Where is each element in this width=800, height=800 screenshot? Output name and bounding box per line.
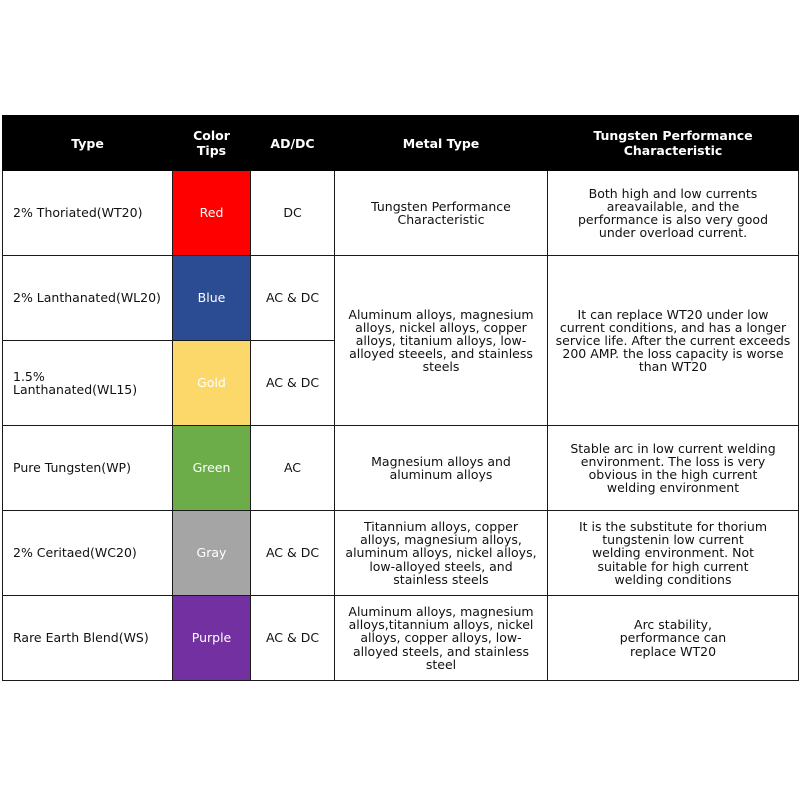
metal-type-cell: Aluminum alloys, magnesium alloys,titannium alloys, nickel alloys, copper alloys, low-alloyed steels, and stainless steel	[335, 596, 548, 681]
type-cell: 2% Thoriated(WT20)	[3, 171, 173, 256]
tungsten-electrode-table	[2, 115, 799, 681]
metal-type-cell: Aluminum alloys, magnesium alloys, nickel alloys, copper alloys, titanium alloys, low-alloyed steeels, and stainless steels	[335, 256, 548, 426]
current-cell: AC & DC	[251, 511, 335, 596]
table-row	[3, 511, 799, 596]
metal-type-cell: Tungsten Performance Characteristic	[335, 171, 548, 256]
header-performance: Tungsten Performance Characteristic	[548, 116, 799, 171]
type-cell: 2% Ceritaed(WC20)	[3, 511, 173, 596]
table-row	[3, 426, 799, 511]
current-cell: AC & DC	[251, 256, 335, 341]
performance-cell: Stable arc in low current welding environment. The loss is very obvious in the high current welding environment	[548, 426, 799, 511]
header-row	[3, 116, 799, 171]
type-cell: Pure Tungsten(WP)	[3, 426, 173, 511]
performance-cell: It is the substitute for thorium tungstenin low current welding environment. Not suitable for high current welding conditions	[548, 511, 799, 596]
color-tip-cell: Gold	[173, 341, 251, 426]
color-tip-cell: Blue	[173, 256, 251, 341]
performance-cell: It can replace WT20 under low current conditions, and has a longer service life. After the current exceeds 200 AMP. the loss capacity is worse than WT20	[548, 256, 799, 426]
current-cell: AC & DC	[251, 596, 335, 681]
type-cell: Rare Earth Blend(WS)	[3, 596, 173, 681]
metal-type-cell: Magnesium alloys and aluminum alloys	[335, 426, 548, 511]
type-cell: 2% Lanthanated(WL20)	[3, 256, 173, 341]
performance-cell: Both high and low currents areavailable, and the performance is also very good under overload current.	[548, 171, 799, 256]
current-cell: AC	[251, 426, 335, 511]
metal-type-cell: Titannium alloys, copper alloys, magnesium alloys, aluminum alloys, nickel alloys, low-alloyed steels, and stainless steels	[335, 511, 548, 596]
performance-cell: Arc stability, performance can replace WT20	[548, 596, 799, 681]
color-tip-cell: Gray	[173, 511, 251, 596]
header-ad-dc: AD/DC	[251, 116, 335, 171]
header-type: Type	[3, 116, 173, 171]
table-row	[3, 171, 799, 256]
header-color-tips: Color Tips	[173, 116, 251, 171]
type-cell: 1.5% Lanthanated(WL15)	[3, 341, 173, 426]
color-tip-cell: Red	[173, 171, 251, 256]
color-tip-cell: Purple	[173, 596, 251, 681]
current-cell: AC & DC	[251, 341, 335, 426]
table-row	[3, 596, 799, 681]
color-tip-cell: Green	[173, 426, 251, 511]
table-row	[3, 256, 799, 341]
current-cell: DC	[251, 171, 335, 256]
header-metal-type: Metal Type	[335, 116, 548, 171]
